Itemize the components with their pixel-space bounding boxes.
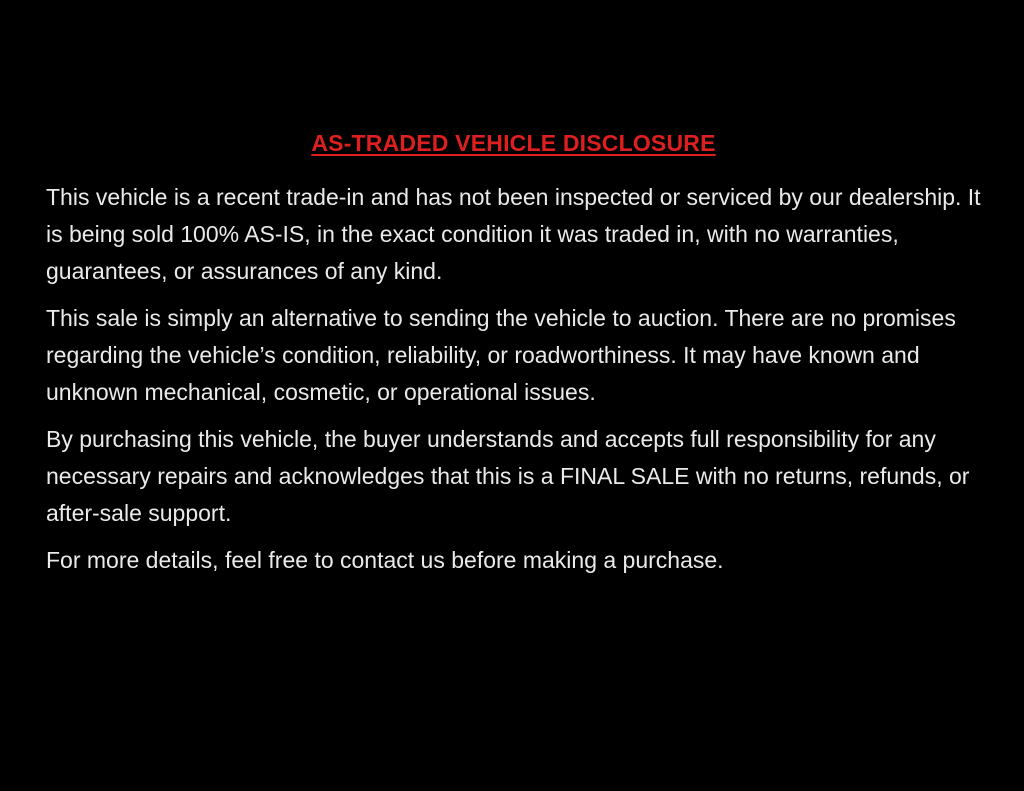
disclosure-paragraph: By purchasing this vehicle, the buyer understands and accepts full responsibility for any necessary repairs and acknowledges that this is a FINAL SALE with no returns, refunds, or after-sale support.: [46, 426, 970, 526]
disclosure-paragraph: This vehicle is a recent trade-in and has not been inspected or serviced by our dealership. It is being sold 100% AS-IS, in the exact condition it was traded in, with no warranties, guarantees, or assurances of any kind.: [46, 184, 981, 284]
disclosure-body: [46, 179, 981, 579]
disclosure-paragraph: This sale is simply an alternative to sending the vehicle to auction. There are no promises regarding the vehicle’s condition, reliability, or roadworthiness. It may have known and unknown mechanical, cosmetic, or operational issues.: [46, 305, 956, 405]
disclosure-title: AS-TRADED VEHICLE DISCLOSURE: [311, 130, 716, 156]
disclosure-paragraph: For more details, feel free to contact us before making a purchase.: [46, 547, 724, 573]
